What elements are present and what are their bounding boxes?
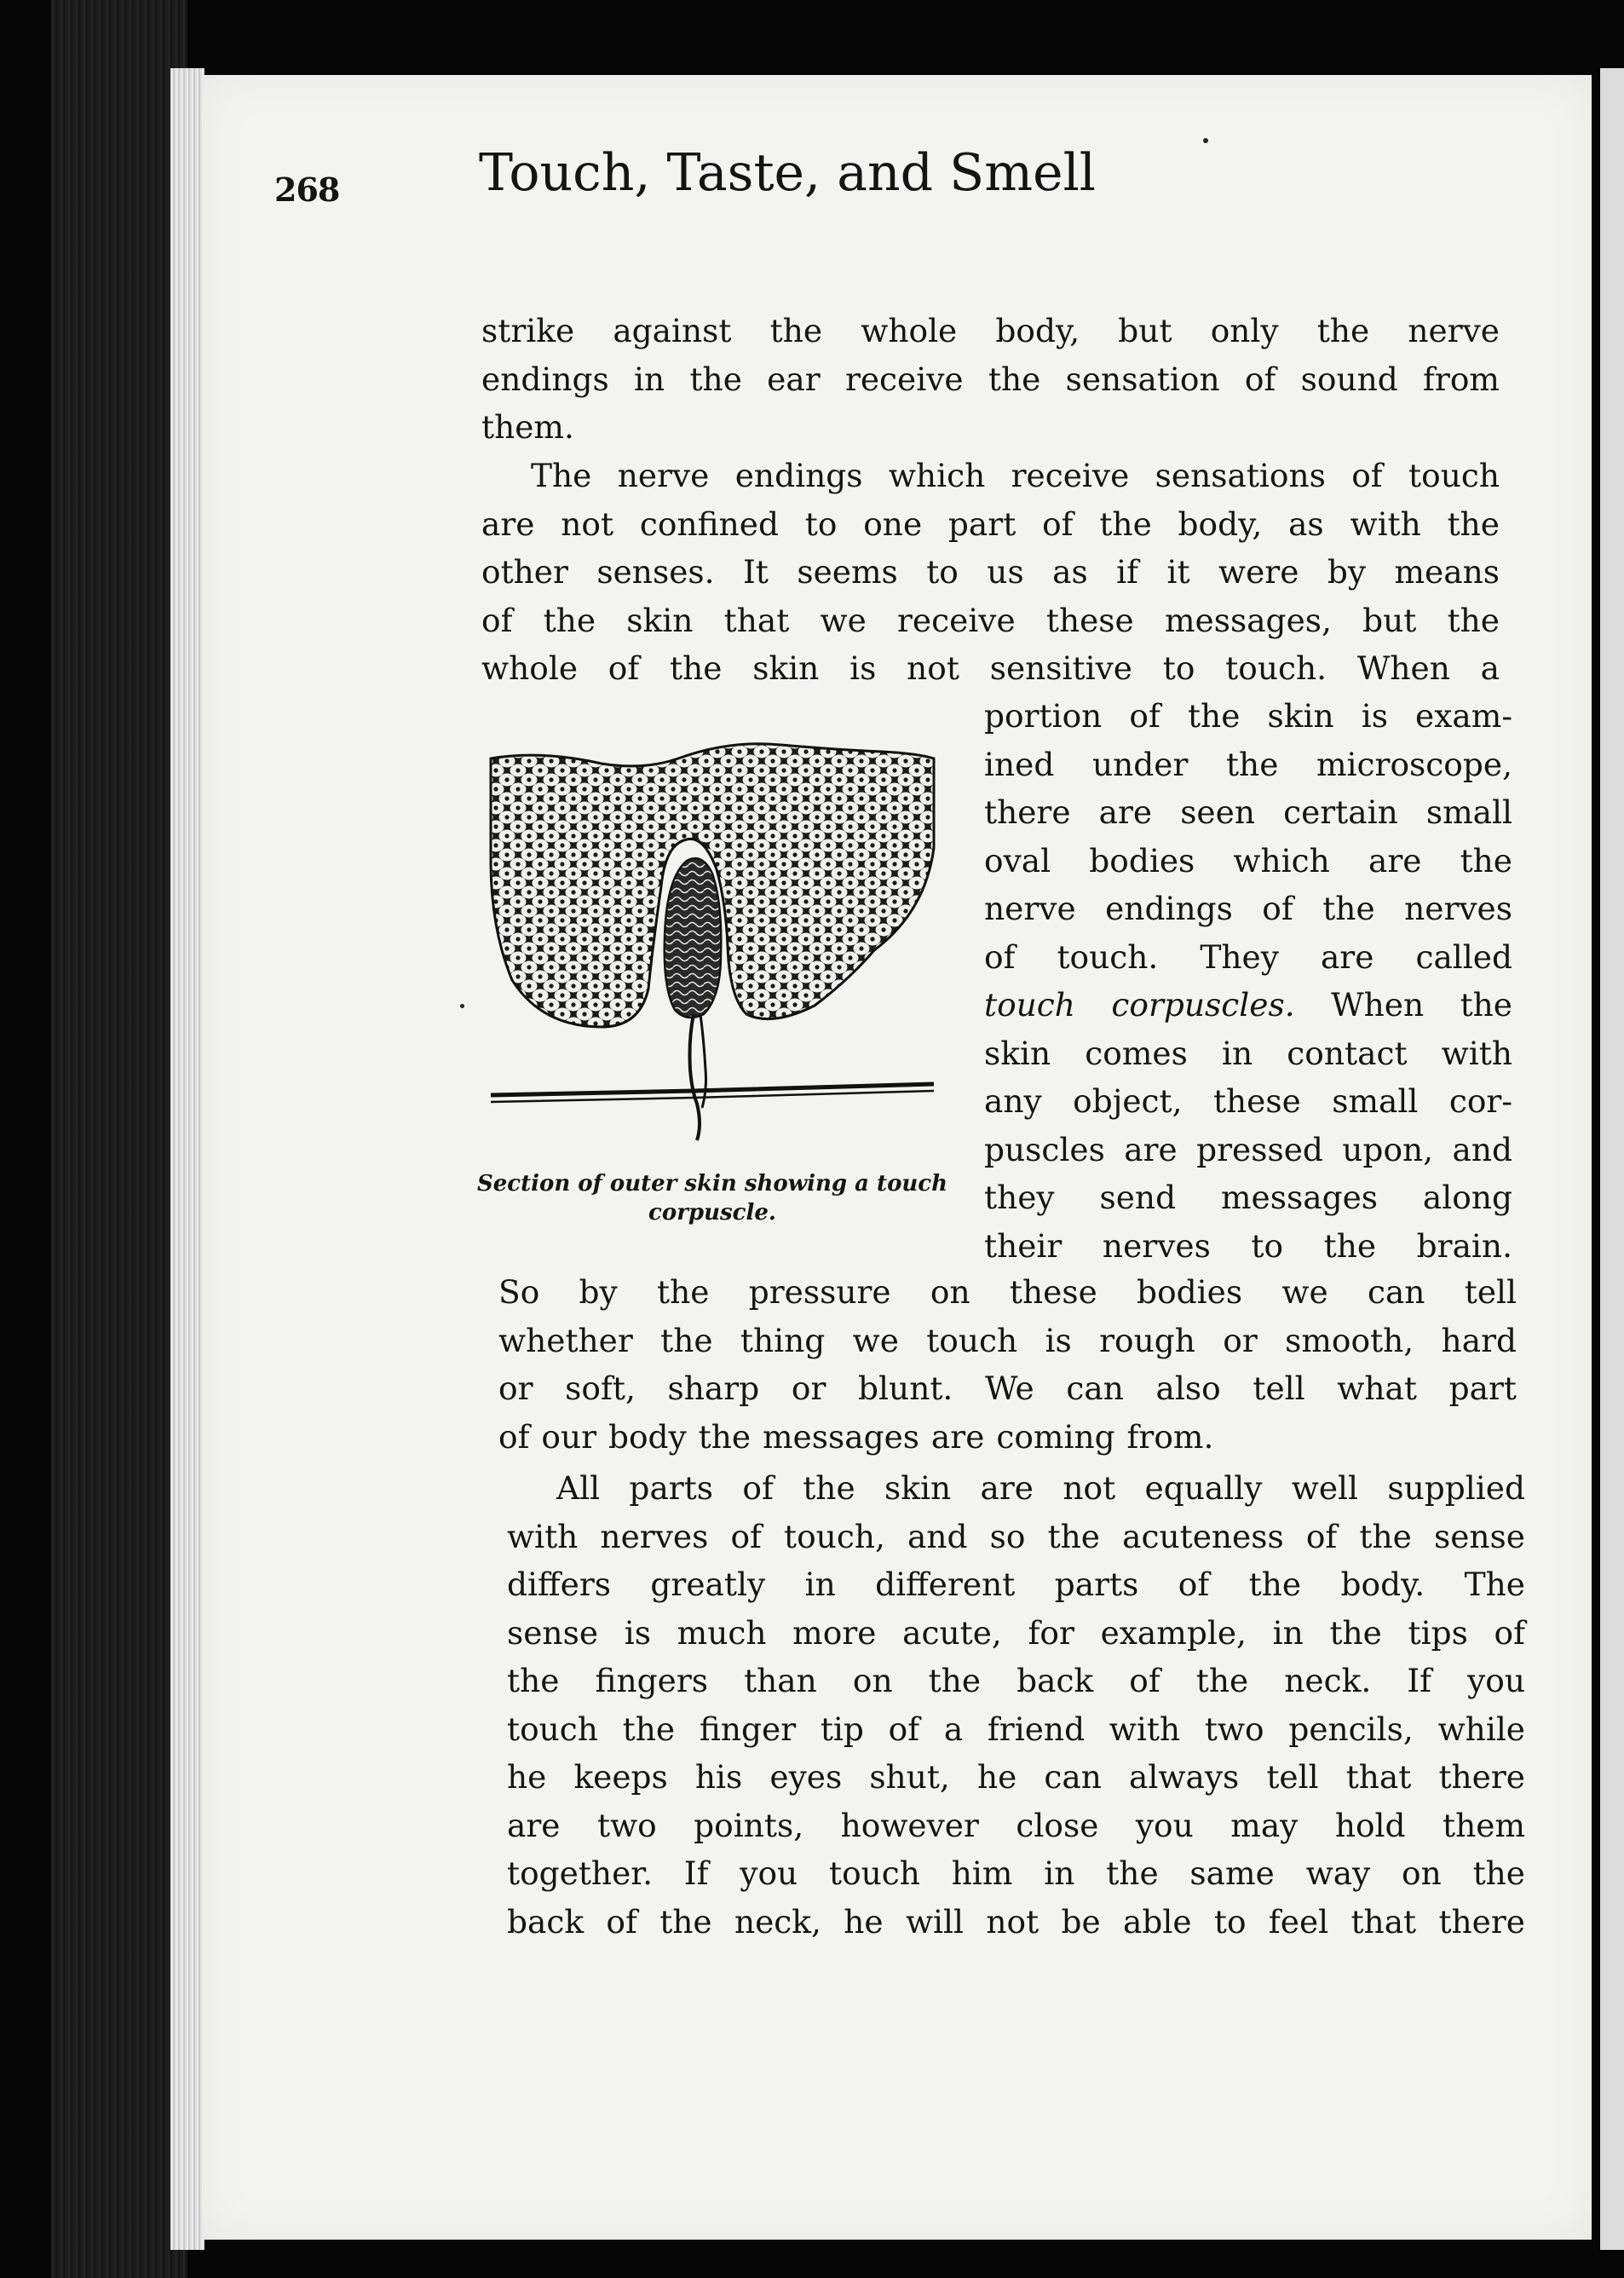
text-line: with nerves of touch, and so the acuteness of the sense <box>507 1517 1525 1555</box>
text-line: back of the neck, he will not be able to feel that there <box>507 1902 1525 1941</box>
text-line: All parts of the skin are not equally well supplied <box>556 1469 1525 1507</box>
term-line-rest: When the <box>1294 986 1512 1024</box>
text-line: ined under the microscope, <box>984 745 1512 783</box>
figure-caption: Section of outer skin showing a touch corpuscle. <box>476 1171 948 1226</box>
text-line: of touch. They are called <box>984 937 1512 976</box>
term-line <box>984 981 1512 1029</box>
text-line: their nerves to the brain. <box>984 1226 1512 1265</box>
text-line: any object, these small cor- <box>984 1082 1512 1120</box>
text-line: are not confined to one part of the body, as with the <box>481 505 1500 543</box>
facing-page-edge <box>1600 68 1624 2250</box>
text-line: strike against the whole body, but only the nerve <box>481 312 1500 349</box>
paragraph-2-continued <box>498 1268 1517 1461</box>
text-line: endings in the ear receive the sensation of sound from <box>481 360 1500 398</box>
text-line: touch the finger tip of a friend with two pencils, while <box>507 1710 1525 1748</box>
page-number: 268 <box>274 170 340 209</box>
text-line: are two points, however close you may hold them <box>507 1806 1525 1844</box>
skin-section-illustration <box>474 733 951 1210</box>
text-line: they send messages along <box>984 1179 1512 1216</box>
text-line: sense is much more acute, for example, in the tips of <box>507 1613 1525 1652</box>
page-edge-stack <box>170 68 204 2250</box>
text-line: skin comes in contact with <box>984 1034 1512 1072</box>
text-line: nerve endings of the nerves <box>984 890 1512 927</box>
text-line: them. <box>481 408 574 446</box>
text-line: he keeps his eyes shut, he can always tell that there <box>507 1758 1525 1796</box>
text-line: of the skin that we receive these messages, but the <box>481 601 1500 639</box>
paragraph-2 <box>481 452 1500 693</box>
text-line: The nerve endings which receive sensations of touch <box>531 457 1500 494</box>
corpuscle-drawing <box>474 733 951 1159</box>
text-line: whether the thing we touch is rough or smooth, hard <box>498 1321 1517 1359</box>
paragraph-3 <box>507 1464 1525 1946</box>
term-touch-corpuscles: touch corpuscles. <box>984 986 1295 1024</box>
book-spine <box>51 0 187 2278</box>
text-line: the fingers than on the back of the neck. If you <box>507 1662 1525 1699</box>
text-line: portion of the skin is exam- <box>984 697 1512 735</box>
text-line: differs greatly in different parts of the body. The <box>507 1566 1525 1603</box>
text-line: whole of the skin is not sensitive to touch. When a <box>481 649 1500 687</box>
text-line: there are seen certain small <box>984 793 1512 831</box>
text-line: So by the pressure on these bodies we can tell <box>498 1273 1517 1311</box>
text-line: puscles are pressed upon, and <box>984 1130 1512 1168</box>
text-line: other senses. It seems to us as if it were by means <box>481 553 1500 591</box>
running-header <box>274 143 1263 220</box>
figure-wrap-column <box>984 692 1512 1270</box>
paragraph-1 <box>481 307 1500 452</box>
running-title: Touch, Taste, and Smell <box>479 143 1096 203</box>
text-line: or soft, sharp or blunt. We can also tell what part <box>498 1370 1517 1407</box>
text-line: together. If you touch him in the same way on the <box>507 1854 1525 1892</box>
specks <box>460 1004 464 1008</box>
text-line: oval bodies which are the <box>984 841 1512 879</box>
text-line: of our body the messages are coming from. <box>498 1417 1214 1456</box>
